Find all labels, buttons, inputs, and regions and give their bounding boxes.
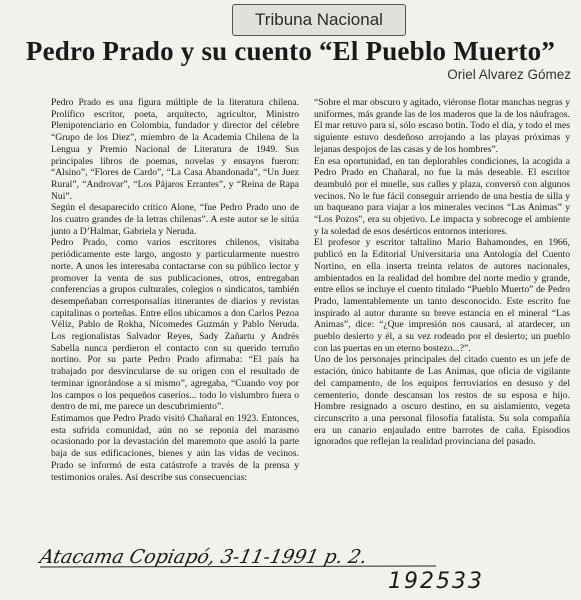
archive-number xyxy=(384,563,494,595)
paragraph: Estimamos que Pedro Prado visitó Chañaral en 1923. Entonces, esta sufrida comunidad, aún no se reponía del marasmo ocasionado por la devastación del maremoto que asoló la parte baja de sus edificaciones, bienes y aún las vidas de vecinos. Prado se informó de esta catástrofe a través de la prensa y testimonios orales. Así describe sus consecuencias: xyxy=(51,412,299,483)
paragraph: El profesor y escritor taltalino Mario Bahamondes, en 1966, publicó en la Editorial Universitaria una Antología del Cuento Nortino, en ella inserta treinta relatos de autores nacionales, ambientados en la realidad del hombre del norte medio y grande, entre ellos se incluye el cuento titulado “Pueblo Muerto” de Pedro Prado, lamentablemente un tanto desconocido. Este escrito fue inspirado al autor durante su breve estancia en el mineral “Las Animas”, dice: “¿Que impresión nos causará, al atardecer, un pueblo desierto y él, a su vez rodeado por el desierto; un pueblo con las puertas en un eterno bostezo...?”. xyxy=(314,237,570,354)
article-title: Pedro Prado y su cuento “El Pueblo Muerto” xyxy=(25,36,556,66)
svg-text:Atacama Copiapó, 3-11-1991 p.: Atacama Copiapó, 3-11-1991 p. 2. xyxy=(38,545,370,568)
paragraph: “Sobre el mar obscuro y agitado, viéronse flotar manchas negras y uniformes, más grande las de los maderos que la de los náufragos. El mar retuvo para sí, sólo escaso botín. Todo el día, y todo el mes siguiente estuvo desdeñoso arrojando a las playas próximas y lejanas despojos de las casas y de los hombres”. xyxy=(314,97,570,155)
left-column xyxy=(51,97,299,483)
paragraph: Pedro Prado, como varios escritores chilenos, visitaba periódicamente este largo, angosto y particularmente nuestro norte. A unos les interesaba contactarse con su público lector y promover la venta de sus publicaciones, otros, entregaban conferencias a grupos culturales, colegios o sindicatos, también desempeñaban corresponsalías itinerantes de diarios y revistas capitalinas o porteñas. Entre ellos ubicamos a don Carlos Pezoa Véliz, Pablo de Rokha, Nicomedes Guzmán y Pablo Neruda. Los regionalistas Salvador Reyes, Sady Zañartu y Andrés Sabella nunca perdieron el contacto con su querido terruño nortino. Por su parte Pedro Prado afirmaba: “El país ha trabajado por desvincularse de su origen con el resultado de terminar ignorándose a sí mismo”, agregaba, “Cuando voy por los campos o los pequeños caseríos... todo lo vislumbro fuera o dentro de mí, me parece un descubrimiento”. xyxy=(51,237,299,413)
section-banner: Tribuna Nacional xyxy=(232,4,406,36)
svg-text:192533: 192533 xyxy=(388,569,484,594)
right-column xyxy=(314,97,570,448)
paragraph: Uno de los personajes principales del citado cuento es un jefe de estación, único habitante de Las Animas, que oficia de vigilante del campamento, de los equipos ferroviarios en desuso y del cementerio, donde descansan los restos de su esposa e hijo. Hombre resignado a oscuro destino, en su aislamiento, vegeta circunscrito a una personal filosofía fatalista. Su sola compañía era un canario enjaulado entre barrotes de caña. Episodios ignorados que reflejan la realidad provinciana del pasado. xyxy=(314,354,570,448)
paragraph: Según el desaparecido crítico Alone, “fue Pedro Prado uno de los cuatro grandes de la letras chilenas”. A este autor se le sitúa junto a D’Halmar, Gabriela y Neruda. xyxy=(51,202,299,237)
paragraph: Pedro Prado es una figura múltiple de la literatura chilena. Prolífico escritor, poeta, arquitecto, agricultor, Ministro Plenipotenciario en Colombia, fundador y director del célebre “Grupo de los Diez”, miembro de la Academia Chilena de la Lengua y Premio Nacional de Literatura de 1949. Sus principales libros de poemas, novelas y ensayos fueron: “Alsino”, “Flores de Cardo”, “La Casa Abandonada”, “Un Juez Rural”, “Androvar”, “Los Pájaros Errantes”, y “Reina de Rapa Nui”. xyxy=(51,97,299,202)
paragraph: En esa oportunidad, en tan deplorables condiciones, la acogida a Pedro Prado en Chañaral, no fue la más deseable. El escritor deambuló por el muelle, sus calles y plaza, conversó con algunos vecinos. No le fue fácil conseguir arriendo de una bestia de silla y un baqueano para viajar a los minerales vecinos “Las Animas” y “Los Pozos”, era su objetivo. Le impacta y sobrecoge el ambiente y la soledad de esos desérticos entornos interiores. xyxy=(314,155,570,237)
article-author: Oriel Alvarez Gómez xyxy=(447,67,571,82)
handwritten-source-note xyxy=(38,539,438,573)
